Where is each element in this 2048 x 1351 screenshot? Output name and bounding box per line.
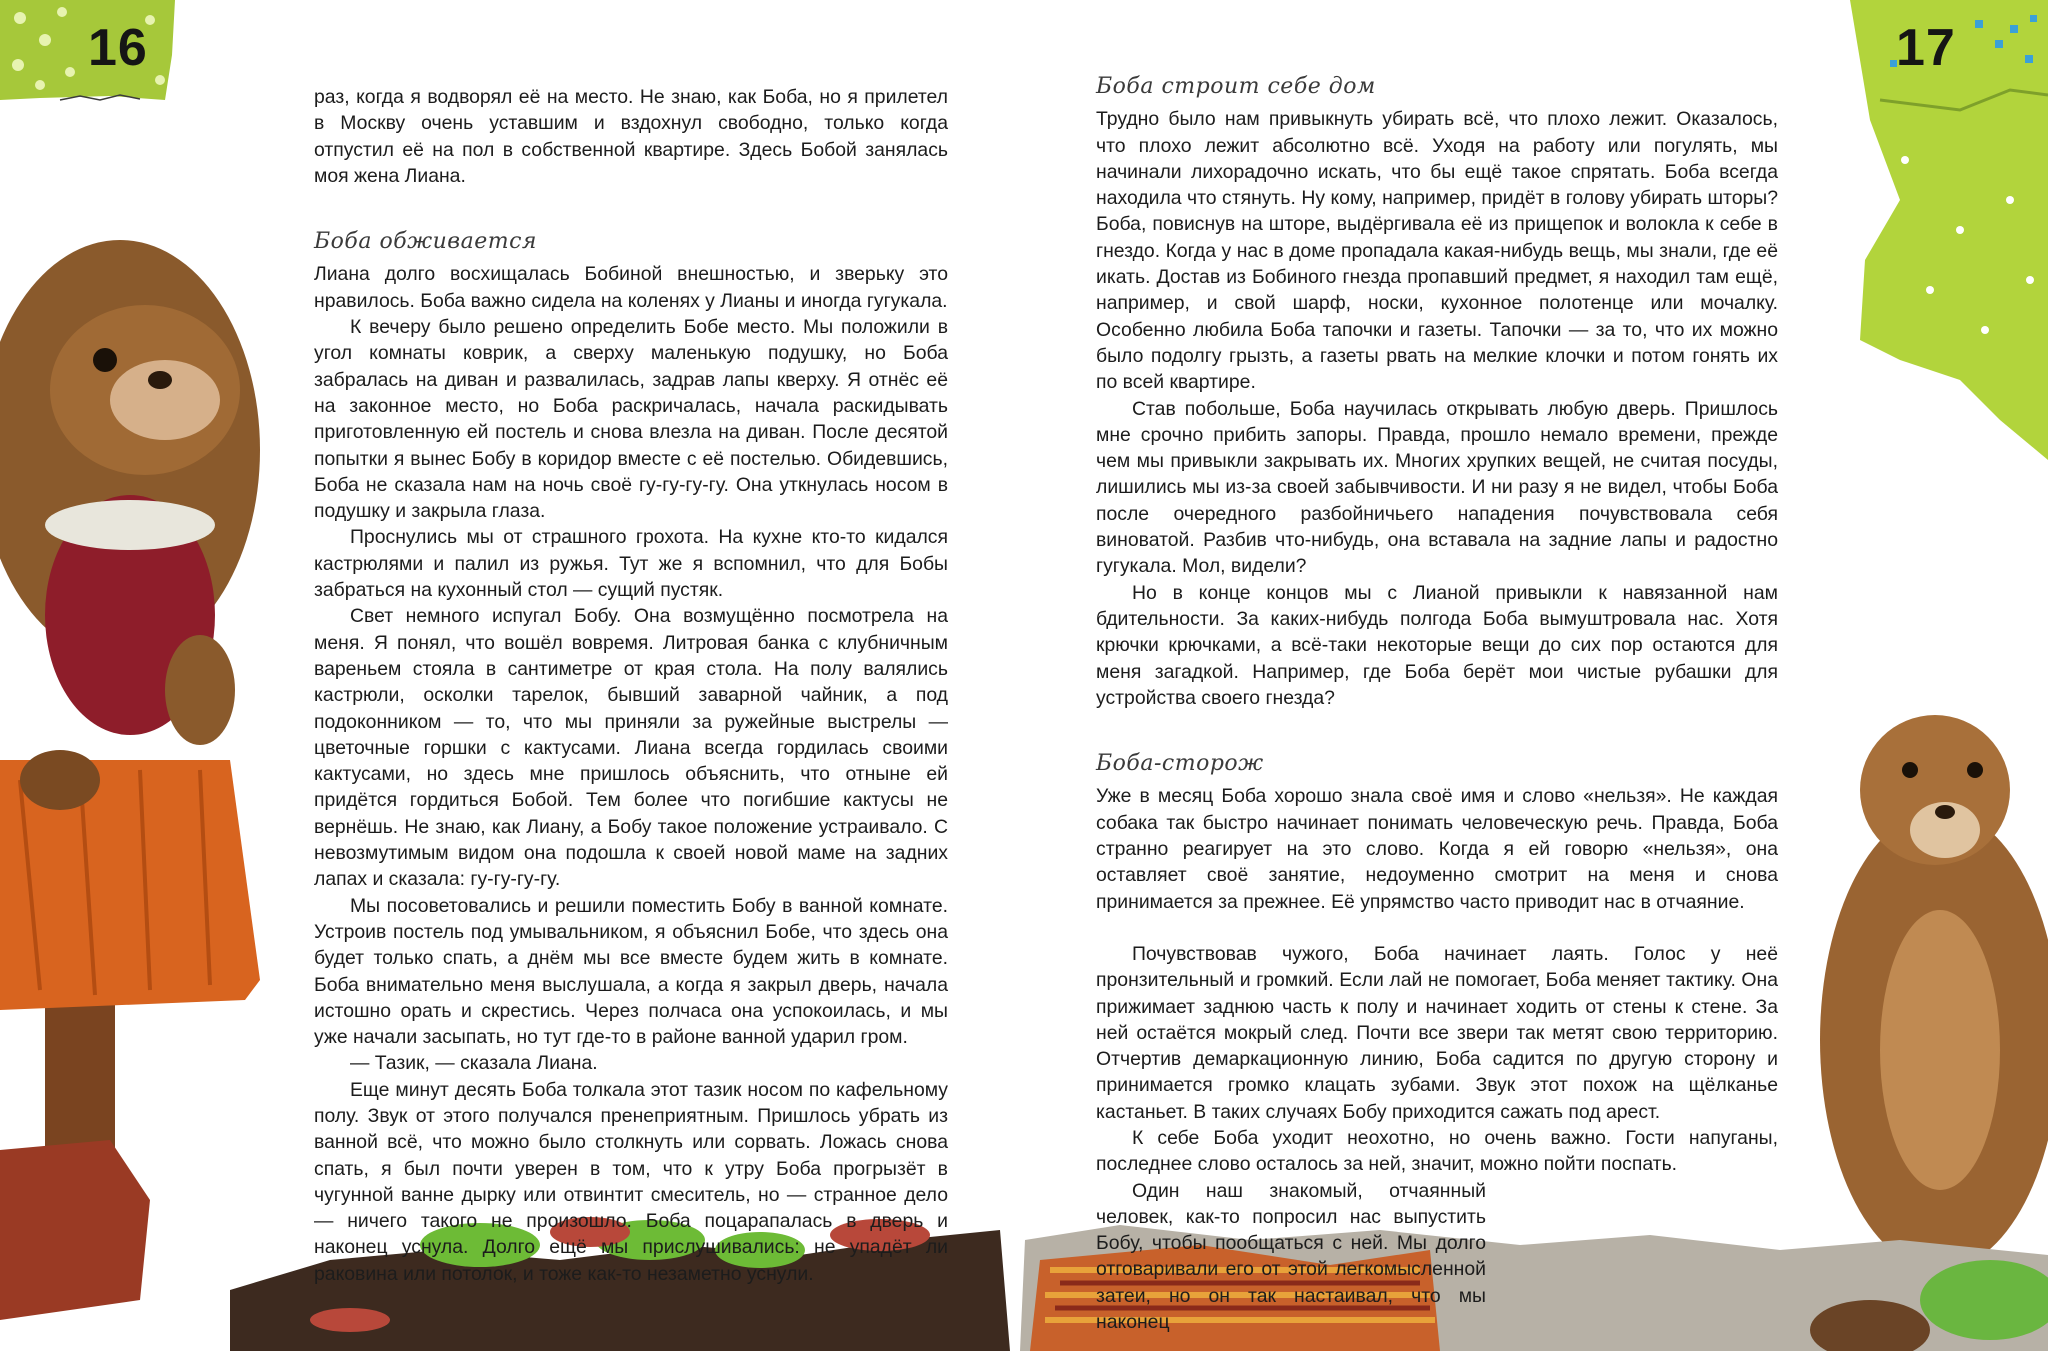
left-intro-paragraph: раз, когда я водворял её на место. Не знаю, как Боба, но я прилетел в Москву очень уставшим и вздохнул свободно, только когда отпустил её на пол в собственной квартире. Здесь Бобой занялась моя жена Лиана. — [314, 86, 948, 187]
body-paragraph: Еще минут десять Боба толкала этот тазик носом по кафельному полу. Звук от этого получался пренеприятным. Пришлось убрать из ванной всё, что можно было столкнуть или сорвать. Ложась снова спать, я был почти уверен в том, что к утру Боба прогрызёт в чугунной ванне дырку или отвинтит смеситель, но — странное дело — ничего такого не произошло. Боба поцарапалась в дверь и наконец уснула. Долго ещё мы прислушивались: не упадёт ли раковина или потолок, и тоже как-то незаметно уснули. — [314, 1078, 948, 1285]
dialogue-line: — Тазик, — сказала Лиана. — [350, 1052, 598, 1075]
body-paragraph: Став побольше, Боба научилась открывать любую дверь. Пришлось мне срочно прибить запоры. Правда, прошло немало времени, прежде чем мы привыкли закрывать их. Многих хрупких вещей, не считая посуды, лишились мы из-за своей забывчивости. И ни разу я не видел, чтобы Боба после очередного разбойничьего нападения почувствовала себя виноватой. Разбив что-нибудь, она вставала на задние лапы и радостно гугукала. Мол, видели? — [1096, 397, 1778, 578]
body-paragraph: Свет немного испугал Бобу. Она возмущённо посмотрела на меня. Я понял, что вошёл вовремя. Литровая банка с клубничным вареньем стояла в сантиметре от края стола. На полу валялись кастрюли, осколки тарелок, бывший заварной чайник, а под подоконником — то, что мы приняли за ружейные выстрелы — цветочные горшки с кактусами. Лиана всегда гордилась своими кактусами, но здесь мне пришлось объяснить, что отныне ей придётся гордиться Бобой. Тем более что погибшие кактусы не вернёшь. Не знаю, как Лиану, а Бобу такое положение устраивало. С невозмутимым видом она подошла к своей новой маме на задних лапах и сказала: гу-гу-гу-гу. — [314, 605, 948, 891]
body-paragraph: Мы посоветовались и решили поместить Бобу в ванной комнате. Устроив постель под умывальником, я объяснил Бобе, что здесь она будет только спать, а днём мы все вместе будем жить в комнате. Боба внимательно меня выслушала, а когда я закрыл дверь, начала истошно орать и скрестись. Через полчаса она успокоилась, и мы уже начали засыпать, но тут где-то в районе ванной ударил гром. — [314, 894, 948, 1049]
body-paragraph-last: Один наш знакомый, отчаянный человек, как-то попросил нас выпустить Бобу, чтобы пообщаться с ней. Мы долго отговаривали его от этой легкомысленной затеи, но он так настаивал, что мы наконец — [1096, 1179, 1486, 1334]
marmot-illustration-left — [0, 240, 260, 1320]
marmot-illustration-right — [1820, 715, 2048, 1270]
body-paragraph: К себе Боба уходит неохотно, но очень важно. Гости напуганы, последнее слово осталось за ней, значит, можно пойти поспать. — [1096, 1126, 1778, 1176]
body-paragraph: К вечеру было решено определить Бобе место. Мы положили в угол комнаты коврик, а сверху маленькую подушку, но Боба забралась на диван и развалилась, задрав лапы кверху. Я отнёс её на законное место, но Боба раскричалась, начала раскидывать приготовленную ей постель и снова влезла на диван. После десятой попытки я вынес Бобу в коридор вместе с её постелью. Обидевшись, Боба не сказала нам на ночь своё гу-гу-гу-гу. Она уткнулась носом в подушку и закрыла глаза. — [314, 316, 948, 523]
body-paragraph: Трудно было нам привыкнуть убирать всё, что плохо лежит. Оказалось, что плохо лежит абсолютно всё. Уходя на работу или погулять, мы начинали лихорадочно искать, что бы ещё такое спрятать. Боба всегда находила что стянуть. Ну кому, например, придёт в голову убирать шторы? Боба, повиснув на шторе, выдёргивала её из прищепок и волокла к себе в гнездо. Когда у нас в доме пропадала какая-нибудь вещь, мы знали, где её икать. Достав из Бобиного гнезда пропавший предмет, я находил там ещё, например, и свой шарф, носки, кухонное полотенце или мочалку. Особенно любила Боба тапочки и газеты. Тапочки — за то, что их можно было подолгу грызть, а газеты рвать на мелкие клочки и потом гонять их по всей квартире. — [1096, 108, 1778, 394]
body-paragraph: Но в конце концов мы с Лианой привыкли к навязанной нам бдительности. За каких-нибудь полгода Боба вымуштровала нас. Хотя крючки крючками, а всё-таки некоторые вещи до сих пор остаются для меня загадкой. Например, где Боба берёт мои чистые рубашки для устройства своего гнезда? — [1096, 581, 1778, 709]
section-heading-boba-settles: Боба обживается — [314, 229, 537, 255]
section-heading-boba-builds-home: Боба строит себе дом — [1096, 74, 1376, 99]
body-paragraph: Проснулись мы от страшного грохота. На кухне кто-то кидался кастрюлями и палил из ружья. Тут же я вспомнил, что для Бобы забраться на кухонный стол — сущий пустяк. — [314, 526, 948, 602]
body-paragraph: Уже в месяц Боба хорошо знала своё имя и слово «нельзя». Не каждая собака так быстро начинает понимать человеческую речь. Правда, Боба странно реагирует на это слово. Когда я ей говорю «нельзя», она оставляет своё занятие, недоуменно смотрит на меня и снова принимается за прежнее. Её упрямство часто приводит нас в отчаяние. — [1096, 785, 1778, 913]
section-heading-boba-guard: Боба-сторож — [1096, 751, 1264, 777]
page-number-left: 16 — [88, 19, 148, 77]
page-number-right: 17 — [1896, 19, 1956, 77]
right-page-text-column — [1096, 74, 1778, 1335]
body-paragraph: Лиана долго восхищалась Бобиной внешностью, и зверьку это нравилось. Боба важно сидела на коленях у Лианы и иногда гугукала. — [314, 263, 948, 312]
body-paragraph: Почувствовав чужого, Боба начинает лаять. Голос у неё пронзительный и громкий. Если лай не помогает, Боба меняет тактику. Она прижимает заднюю часть к полу и начинает ходить от стены к стене. За ней остаётся мокрый след. Почти все звери так метят свою территорию. Отчертив демаркационную линию, Боба садится по другую сторону и принимается громко клацать зубами. Звук этот похож на щёлканье кастаньет. В таких случаях Бобу приходится сажать под арест. — [1096, 942, 1778, 1123]
left-page-text-column — [314, 84, 948, 1287]
